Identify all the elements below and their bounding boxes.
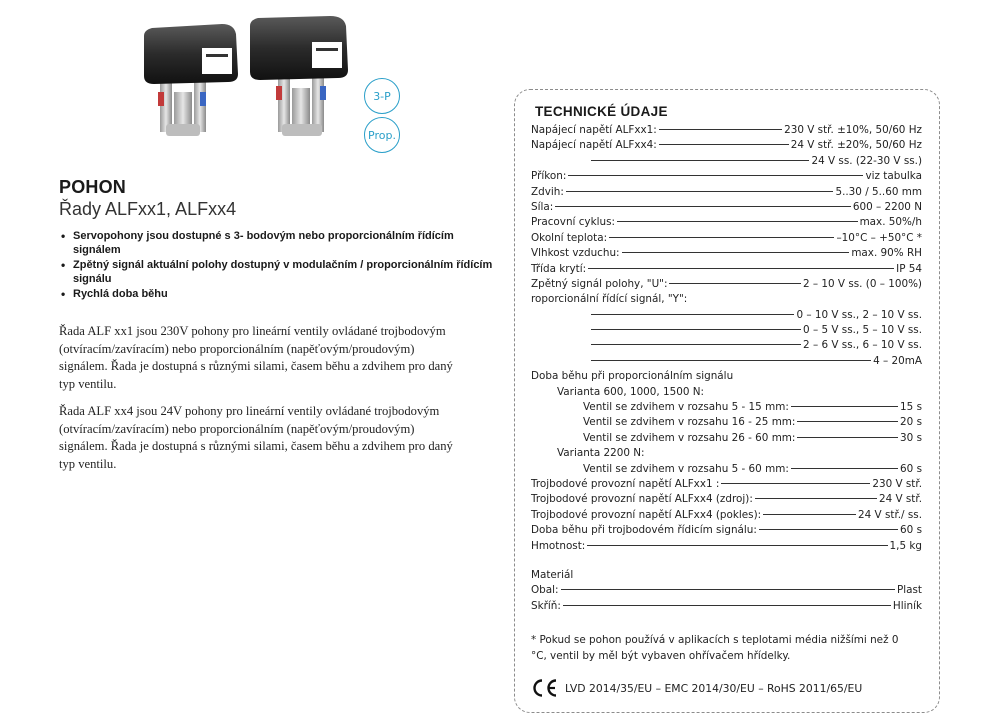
actuator-product-image xyxy=(130,12,360,150)
leader-line xyxy=(561,589,895,590)
feature-list xyxy=(59,229,499,302)
leader-line xyxy=(591,360,871,361)
spec-value: 0 – 10 V ss., 2 – 10 V ss. xyxy=(796,308,922,321)
spec-row xyxy=(531,262,922,277)
three-point-badge: 3-P xyxy=(364,78,400,114)
spec-label: Ventil se zdvihem v rozsahu 5 - 60 mm: xyxy=(583,462,789,475)
spec-value: 60 s xyxy=(900,524,922,537)
leader-line xyxy=(591,160,809,161)
leader-line xyxy=(587,545,887,546)
spec-value: 2 – 10 V ss. (0 – 100%) xyxy=(802,277,922,290)
spec-row xyxy=(531,323,922,338)
leader-line xyxy=(591,329,801,330)
spec-row xyxy=(531,123,922,138)
spec-row xyxy=(531,599,922,614)
spec-row xyxy=(531,539,922,554)
spec-value: 230 V stř. ±10%, 50/60 Hz xyxy=(784,124,922,136)
spec-label: Varianta 2200 N: xyxy=(557,447,645,460)
spec-value: 24 V stř. xyxy=(878,493,922,506)
spec-row xyxy=(531,231,922,246)
spec-label: Trojbodové provozní napětí ALFxx4 (zdroj): xyxy=(531,493,753,506)
leader-line xyxy=(669,283,801,284)
technical-data-title: TECHNICKÉ ÚDAJE xyxy=(535,104,668,119)
leader-line xyxy=(588,268,894,269)
spec-label: Ventil se zdvihem v rozsahu 5 - 15 mm: xyxy=(583,401,789,414)
spec-row xyxy=(531,246,922,261)
spec-row xyxy=(531,215,922,230)
leader-line xyxy=(791,406,898,407)
spec-value: 30 s xyxy=(900,431,922,444)
spec-row xyxy=(531,446,922,461)
spec-label: Napájecí napětí ALFxx1: xyxy=(531,124,657,136)
spec-label: Vlhkost vzduchu: xyxy=(531,247,620,260)
spec-value: Hliník xyxy=(892,599,922,612)
description-paragraph: Řada ALF xx4 jsou 24V pohony pro lineární ventily ovládané trojbodovým (otvíracím/zavíracím) nebo proporcionálním (napěťovým/proudovým) signálem. Řada je dostupná s různými silami, časem běhu a zdvihem pro daný typ ventilu. xyxy=(59,404,453,471)
spec-value: 20 s xyxy=(900,416,922,429)
leader-line xyxy=(563,605,891,606)
spec-value: –10°C – +50°C * xyxy=(836,231,922,244)
spec-label: Ventil se zdvihem v rozsahu 26 - 60 mm: xyxy=(583,431,796,444)
spec-label: Trojbodové provozní napětí ALFxx4 (pokles): xyxy=(531,508,762,521)
spec-value: 24 V stř. ±20%, 50/60 Hz xyxy=(790,139,922,152)
spec-label: roporcionální řídící signál, "Y": xyxy=(531,293,688,306)
spec-row xyxy=(531,369,922,384)
leader-line xyxy=(555,206,851,207)
spec-row xyxy=(531,508,922,523)
leader-line xyxy=(791,468,898,469)
leader-line xyxy=(566,191,834,192)
proportional-badge: Prop. xyxy=(364,117,400,153)
spec-row xyxy=(531,492,922,507)
spec-row xyxy=(531,583,922,598)
spec-row xyxy=(531,169,922,184)
leader-line xyxy=(659,129,782,130)
spec-row xyxy=(531,292,922,307)
ce-mark-icon xyxy=(531,678,559,698)
leader-line xyxy=(759,529,898,530)
spec-label: Třída krytí: xyxy=(531,262,587,275)
spec-row xyxy=(531,385,922,400)
spec-label: Zpětný signál polohy, "U": xyxy=(531,277,668,290)
spec-value: 15 s xyxy=(900,401,922,414)
spec-label: Varianta 600, 1000, 1500 N: xyxy=(557,385,705,398)
leader-line xyxy=(568,175,863,176)
technical-data-rows xyxy=(531,123,922,614)
spec-label: Skříň: xyxy=(531,599,561,612)
leader-line xyxy=(755,498,877,499)
spec-row xyxy=(531,477,922,492)
feature-item: • Rychlá doba běhu xyxy=(59,287,499,301)
feature-item: • Servopohony jsou dostupné s 3- bodovým nebo proporcionálním řídícím signálem xyxy=(59,229,499,257)
product-title: POHON xyxy=(59,177,127,197)
spec-row xyxy=(531,138,922,153)
compliance-footer xyxy=(531,678,862,698)
spec-value: 5..30 / 5..60 mm xyxy=(835,185,922,198)
spec-value: 230 V stř. xyxy=(872,477,922,490)
leader-line xyxy=(763,514,856,515)
leader-line xyxy=(622,252,850,253)
spec-row xyxy=(531,462,922,477)
spec-row xyxy=(531,415,922,430)
spec-row xyxy=(531,354,922,369)
spec-value: IP 54 xyxy=(896,262,922,275)
spec-row xyxy=(531,400,922,415)
spec-value: max. 90% RH xyxy=(851,247,922,260)
leader-line xyxy=(659,144,789,145)
spec-row xyxy=(531,154,922,169)
description-paragraph: Řada ALF xx1 jsou 230V pohony pro lineární ventily ovládané trojbodovým (otvíracím/zavíracím) nebo proporcionálním (napěťovým/proudovým) signálem. Řada je dostupná s různými silami, časem běhu a zdvihem pro daný typ ventilu. xyxy=(59,324,453,391)
spec-label: Napájecí napětí ALFxx4: xyxy=(531,139,657,152)
feature-item: • Zpětný signál aktuální polohy dostupný v modulačním / proporcionálním řídícím signálu xyxy=(59,258,499,286)
spec-label: Zdvih: xyxy=(531,185,564,198)
leader-line xyxy=(721,483,870,484)
spec-value: 2 – 6 V ss., 6 – 10 V ss. xyxy=(803,339,922,352)
spec-label: Pracovní cyklus: xyxy=(531,216,615,229)
spec-label: Síla: xyxy=(531,200,554,213)
spec-value: 24 V stř./ ss. xyxy=(858,508,922,521)
spec-label: Obal: xyxy=(531,584,559,597)
spec-row xyxy=(531,338,922,353)
leader-line xyxy=(591,314,794,315)
leader-line xyxy=(797,437,898,438)
spec-value: max. 50%/h xyxy=(859,216,922,229)
spec-value: 0 – 5 V ss., 5 – 10 V ss. xyxy=(803,324,922,337)
spec-label: Trojbodové provozní napětí ALFxx1 : xyxy=(531,477,720,490)
spec-row xyxy=(531,431,922,446)
spec-label: Doba běhu při proporcionálním signálu xyxy=(531,370,734,383)
spec-value: 4 – 20mA xyxy=(873,354,922,367)
spec-label: Ventil se zdvihem v rozsahu 16 - 25 mm: xyxy=(583,416,796,429)
compliance-text: LVD 2014/35/EU – EMC 2014/30/EU – RoHS 2011/65/EU xyxy=(565,681,863,695)
spec-row xyxy=(531,185,922,200)
spec-row xyxy=(531,277,922,292)
spec-value: 24 V ss. (22-30 V ss.) xyxy=(811,154,922,167)
product-subtitle: Řady ALFxx1, ALFxx4 xyxy=(59,199,237,219)
spec-label: Doba běhu při trojbodovém řídicím signálu: xyxy=(531,524,757,537)
spec-label: Hmotnost: xyxy=(531,539,586,552)
leader-line xyxy=(797,421,898,422)
footnote: * Pokud se pohon používá v aplikacích s teplotami média nižšími než 0 °C, ventil by měl být vybaven ohřívačem hřídelky. xyxy=(531,634,899,662)
leader-line xyxy=(617,221,858,222)
spec-value: 600 – 2200 N xyxy=(852,200,922,213)
spec-value: Plast xyxy=(896,584,922,597)
spec-row xyxy=(531,200,922,215)
material-heading: Materiál xyxy=(531,568,574,581)
leader-line xyxy=(609,237,834,238)
spec-label: Příkon: xyxy=(531,170,567,183)
spec-label: Okolní teplota: xyxy=(531,231,608,244)
spec-value: 60 s xyxy=(900,462,922,475)
spec-row xyxy=(531,523,922,538)
spec-value: viz tabulka xyxy=(865,170,922,183)
spec-row xyxy=(531,308,922,323)
leader-line xyxy=(591,344,801,345)
spec-value: 1,5 kg xyxy=(889,539,922,552)
